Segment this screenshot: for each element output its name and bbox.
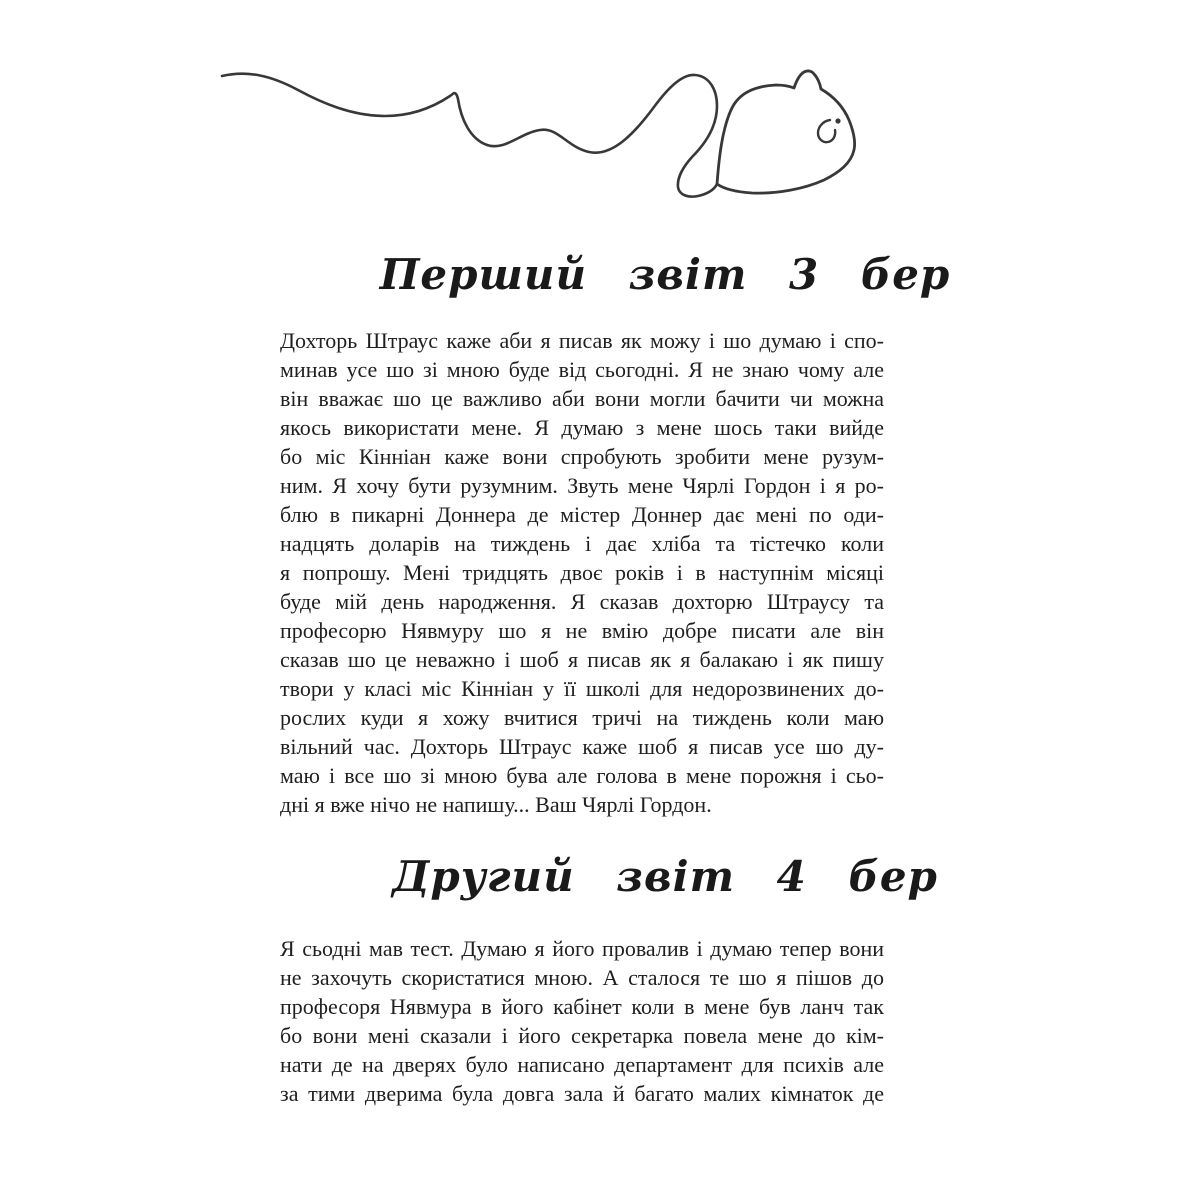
text-line: бо вони мені сказали і його секретарка повела мене до кім- xyxy=(280,1023,884,1048)
mouse-illustration xyxy=(210,55,870,210)
text-line: бо міс Кінніан каже вони спробують зробити мене рузум- xyxy=(280,444,884,469)
text-line: буде мій день народження. Я сказав дохторю Штраусу та xyxy=(280,589,884,614)
text-line: за тими дверима була довга зала й багато малих кімнаток де xyxy=(280,1081,884,1106)
text-line: Дохторь Штраус каже аби я писав як можу і шо думаю і спо- xyxy=(280,328,884,353)
text-line: Я сьодні мав тест. Думаю я його провалив і думаю тепер вони xyxy=(280,936,884,961)
text-line: сказав шо це неважно і шоб я писав як я балакаю і як пишу xyxy=(280,647,884,672)
mouse-body xyxy=(717,71,855,193)
text-line: якось використати мене. Я думаю з мене шось таки вийде xyxy=(280,415,884,440)
text-line: твори у класі міс Кінніан у її школі для недорозвинених до- xyxy=(280,676,884,701)
text-line: вільний час. Дохторь Штраус каже шоб я писав усе шо ду- xyxy=(280,734,884,759)
text-line: професоря Нявмура в його кабінет коли в мене був ланч так xyxy=(280,994,884,1019)
text-line: не захочуть скористатися мною. А сталося те шо я пішов до xyxy=(280,965,884,990)
text-line: минав усе шо зі мною буде від сьогодні. Я не знаю чому але xyxy=(280,357,884,382)
text-line: блю в пикарні Доннера де містер Доннер дає мені по оди- xyxy=(280,502,884,527)
report-heading-second: Другий звіт 4 бер xyxy=(392,852,938,901)
text-line: ним. Я хочу бути рузумним. Звуть мене Чярлі Гордон і я ро- xyxy=(280,473,884,498)
mouse-eye-dot xyxy=(835,118,840,123)
report-heading-first: Перший звіт 3 бер xyxy=(379,250,951,299)
text-line: дні я вже нічо не напишу... Ваш Чярлі Гордон. xyxy=(280,792,712,817)
text-line: рослих куди я хожу вчитися тричі на тиждень коли маю xyxy=(280,705,884,730)
report-text-first xyxy=(280,326,884,819)
report-text-second xyxy=(280,934,884,1108)
text-line: професорю Нявмуру шо я не вмію добре писати але він xyxy=(280,618,884,643)
text-line: я попрошу. Мені тридцять двоє років і в наступнім місяці xyxy=(280,560,884,585)
text-line: маю і все шо зі мною бува але голова в мене порожня і сьо- xyxy=(280,763,884,788)
text-line: він вважає шо це важливо аби вони могли бачити чи можна xyxy=(280,386,884,411)
mouse-eye-icon xyxy=(818,120,835,142)
text-line: надцять доларів на тиждень і дає хліба та тістечко коли xyxy=(280,531,884,556)
mouse-tail xyxy=(222,74,717,197)
text-line: нати де на дверях було написано департамент для психів але xyxy=(280,1052,884,1077)
